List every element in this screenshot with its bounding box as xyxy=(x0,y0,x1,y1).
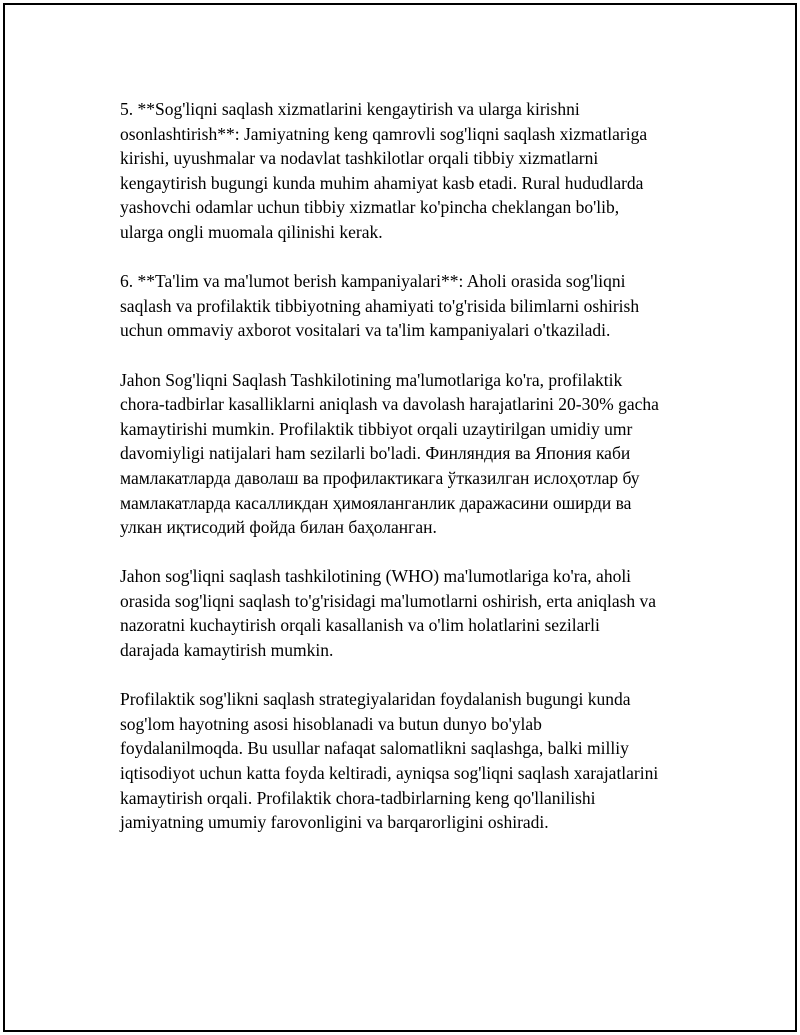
paragraph-healthcare-access: 5. **Sog'liqni saqlash xizmatlarini kengaytirish va ularga kirishni osonlashtirish**: Jamiyatning keng qamrovli sog'liqni saqlash xizmatlariga kirishi, uyushmalar va nodavlat tashkilotlar orqali tibbiy xizmatlarni kengaytirish bugungi kunda muhim ahamiyat kasb etadi. Rural hududlarda yashovchi odamlar uchun tibbiy xizmatlar ko'pincha cheklangan bo'lib, ularga ongli muomala qilinishi kerak. xyxy=(120,99,648,242)
document-page xyxy=(3,3,797,1032)
paragraph-education-campaigns: 6. **Ta'lim va ma'lumot berish kampaniyalari**: Aholi orasida sog'liqni saqlash va profilaktik tibbiyotning ahamiyati to'g'risida bilimlarni oshirish uchun ommaviy axborot vositalari va ta'lim kampaniyalari o'tkaziladi. xyxy=(120,271,640,341)
paragraph-who-cost-reduction: Jahon Sog'liqni Saqlash Tashkilotining ma'lumotlariga ko'ra, profilaktik chora-tadbirlar kasalliklarni aniqlash va davolash harajatlarini 20-30% gacha kamaytirishi mumkin. Profilaktik tibbiyot orqali uzaytirilgan umidiy umr davomiyligi natijalari ham sezilarli bo'ladi. Финляндия ва Япония каби мамлакатларда даволаш ва профилактикага ўтказилган ислоҳотлар бу мамлакатларда касалликдан ҳимояланганлик даражасини оширди ва улкан иқтисодий фойда билан баҳоланган. xyxy=(120,369,659,538)
paragraph-conclusion: Profilaktik sog'likni saqlash strategiyalaridan foydalanish bugungi kunda sog'lom hayotning asosi hisoblanadi va butun dunyo bo'ylab foydalanilmoqda. Bu usullar nafaqat salomatlikni saqlashga, balki milliy iqtisodiyot uchun katta foyda keltiradi, ayniqsa sog'liqni saqlash xarajatlarini kamaytirish orqali. Profilaktik chora-tadbirlarning keng qo'llanilishi jamiyatning umumiy farovonligini va barqarorligini oshiradi. xyxy=(120,689,659,833)
document-body xyxy=(120,97,695,859)
paragraph-who-awareness: Jahon sog'liqni saqlash tashkilotining (WHO) ma'lumotlariga ko'ra, aholi orasida sog'liqni saqlash to'g'risidagi ma'lumotlarni oshirish, erta aniqlash va nazoratni kuchaytirish orqali kasallanish va o'lim holatlarini sezilarli darajada kamaytirish mumkin. xyxy=(120,566,657,661)
